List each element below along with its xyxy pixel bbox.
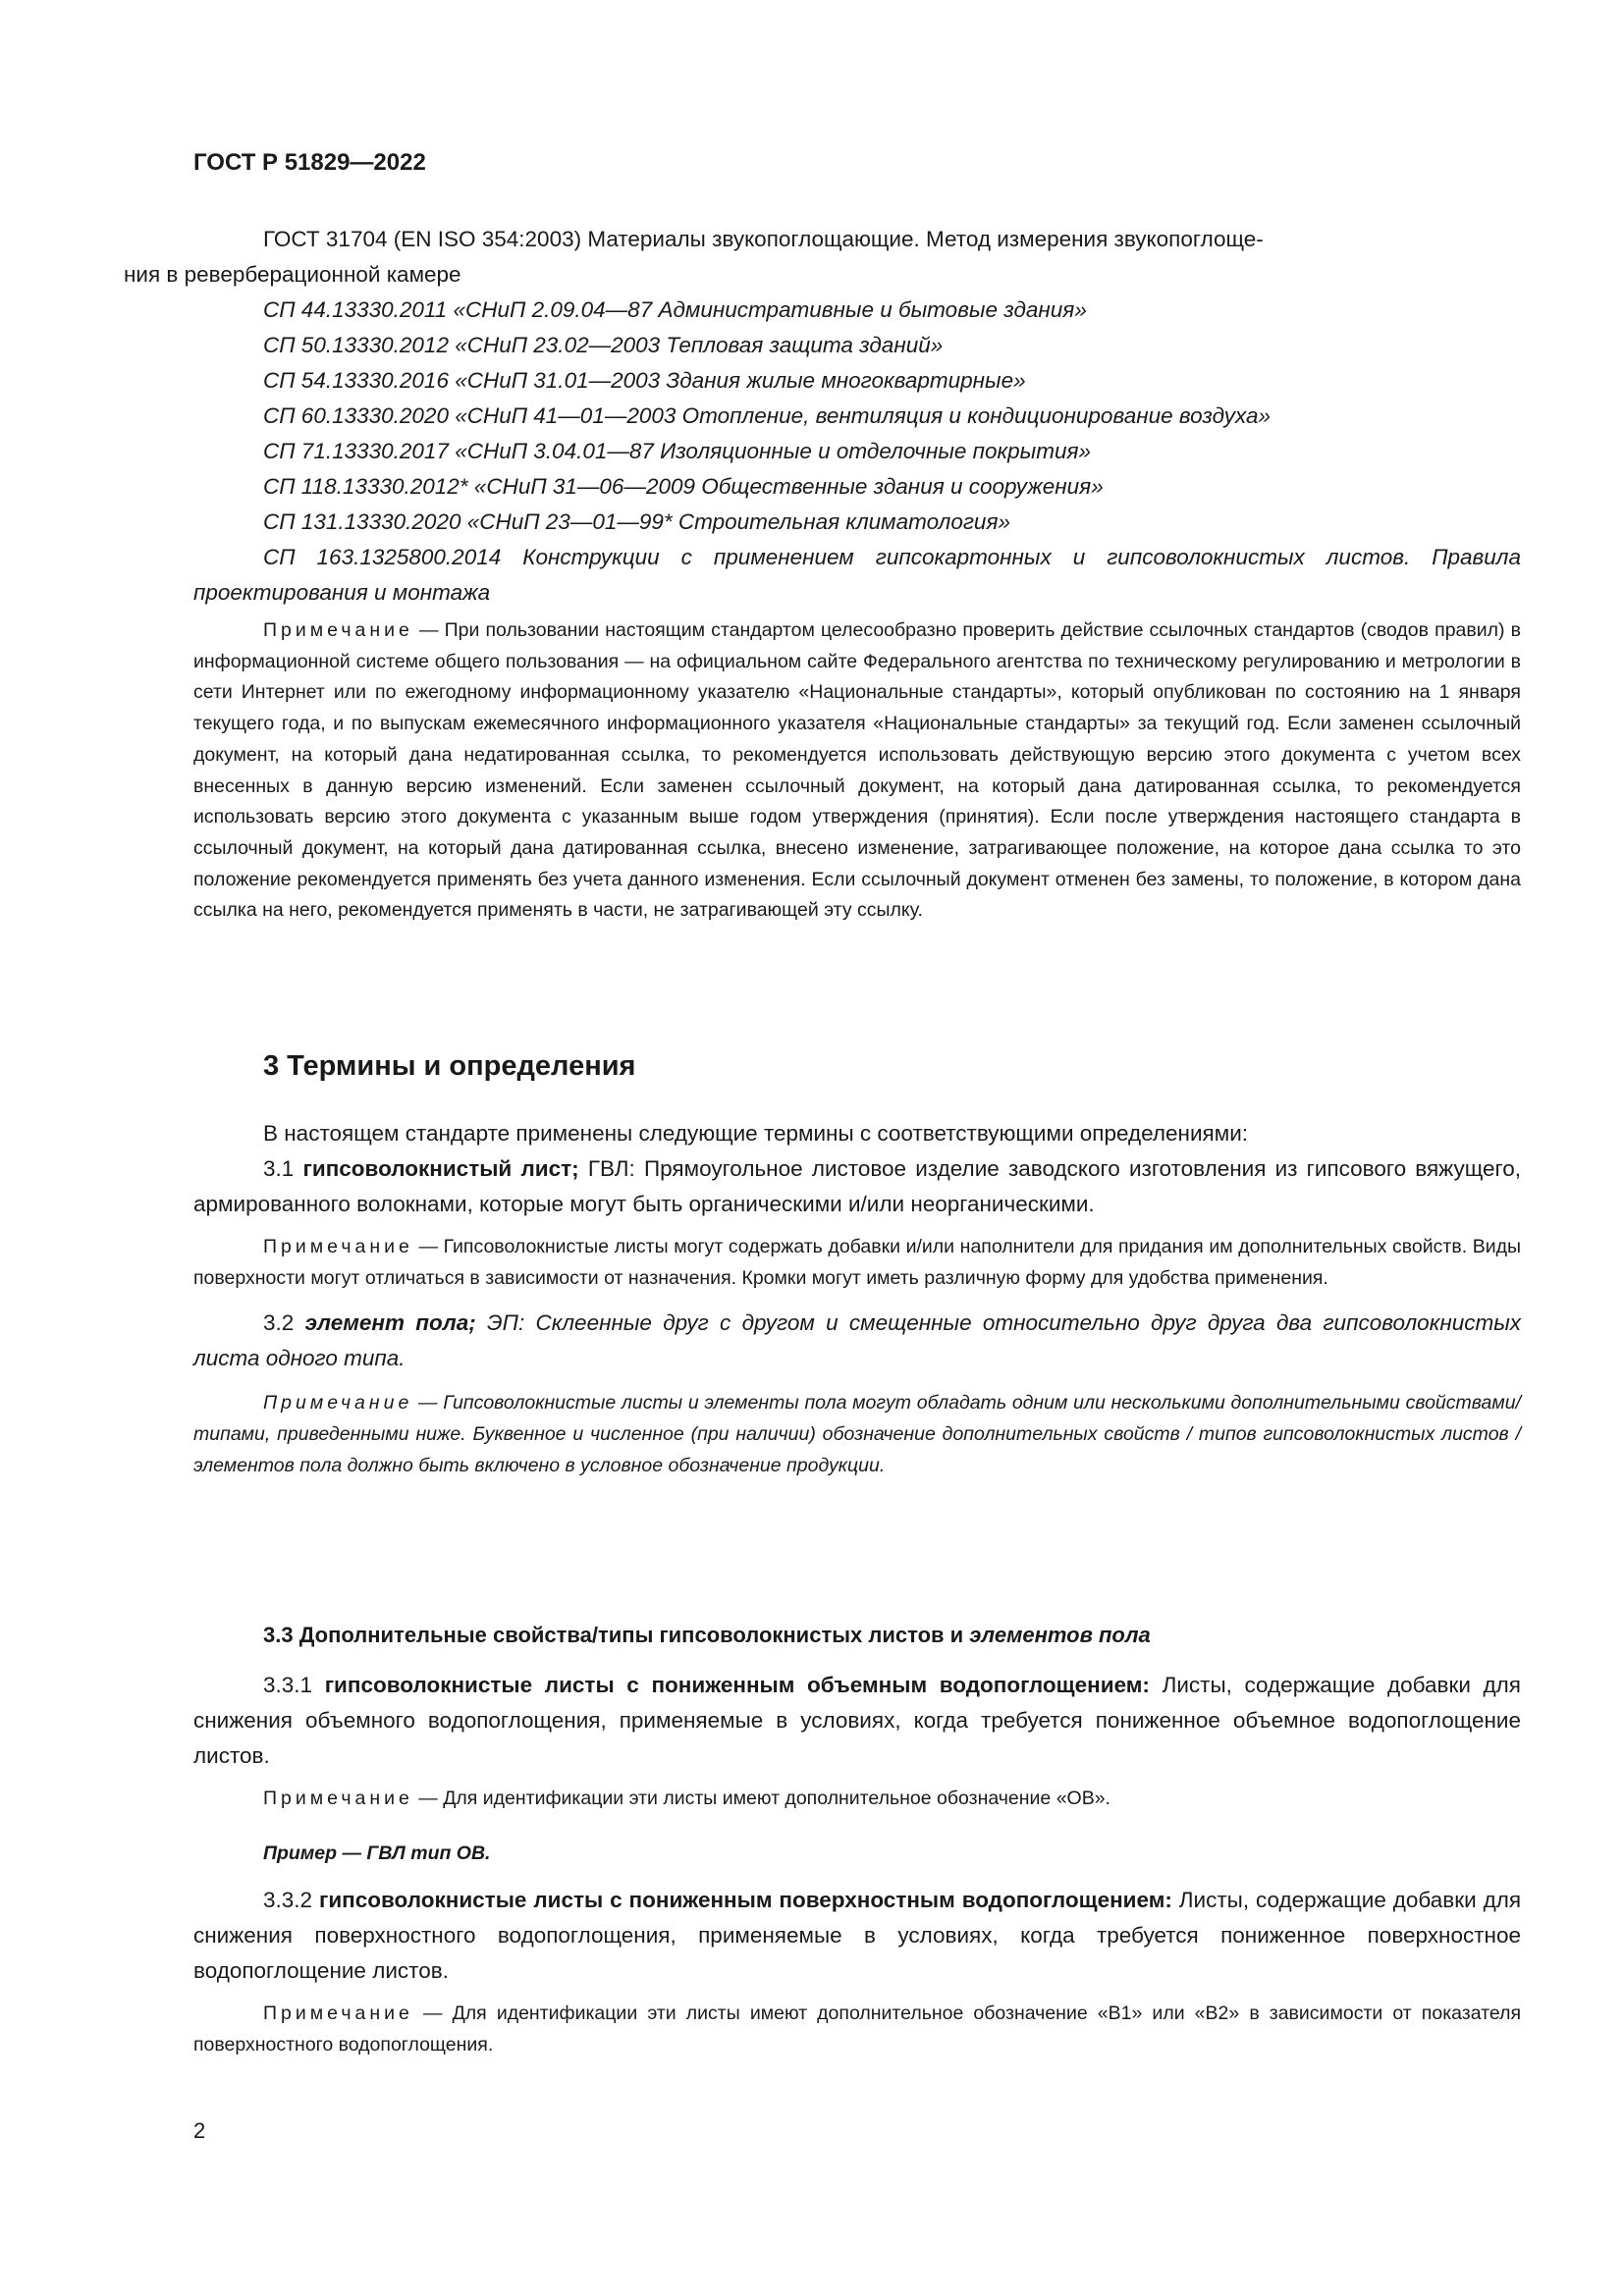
ref-sp163: СП 163.1325800.2014 Конструкции с применением гипсокартонных и гипсоволокнистых листов. Правила проектирования и монтажа — [193, 545, 1521, 605]
term-definition: Листы, содержащие добавки для снижения поверхностного водопоглощения, применяемые в условиях, когда требуется пониженное поверхностное водопоглощение листов. — [193, 1888, 1522, 1984]
term-number: 3.1 — [263, 1156, 303, 1181]
term-3-3-1-note — [193, 1784, 1521, 1815]
term-name: гипсоволокнистые листы с пониженным поверхностным водопоглощением: — [318, 1888, 1172, 1913]
term-number: 3.2 — [263, 1310, 305, 1336]
section-intro: В настоящем стандарте применены следующие термины с соответствующими определениями: — [263, 1121, 1249, 1146]
term-definition: Листы, содержащие добавки для снижения объемного водопоглощения, применяемые в условиях, когда требуется пониженное объемное водопоглощение листов. — [193, 1673, 1521, 1768]
note-label: Примечание — [263, 1236, 413, 1257]
term-definition: ЭП: Склеенные друг с другом и смещенные относительно друг друга два гипсоволокнистых листа одного типа. — [193, 1310, 1522, 1371]
subsection-title-a: 3.3 Дополнительные свойства/типы гипсоволокнистых листов и — [263, 1623, 970, 1647]
note-label: Примечание — [263, 1392, 413, 1415]
term-number: 3.3.1 — [263, 1673, 325, 1697]
ref-sp54: СП 54.13330.2016 «СНиП 31.01—2003 Здания жилые многоквартирные» — [263, 368, 1026, 393]
term-definition: ГВЛ: Прямоугольное листовое изделие заводского изготовления из гипсового вяжущего, армированного волокнами, которые могут быть органическими и/или неорганическими. — [193, 1156, 1521, 1216]
ref-sp118: СП 118.13330.2012* «СНиП 31—06—2009 Общественные здания и сооружения» — [263, 474, 1104, 499]
section-3-body — [193, 1116, 1521, 1482]
term-3-1 — [193, 1151, 1521, 1222]
term-3-1-note — [193, 1232, 1521, 1294]
ref-sp131: СП 131.13330.2020 «СНиП 23—01—99* Строительная климатология» — [263, 509, 1010, 534]
subsection-title — [193, 1623, 1521, 1648]
note-label: Примечание — [263, 1788, 413, 1809]
term-3-3-1 — [193, 1668, 1521, 1774]
ref-sp60: СП 60.13330.2020 «СНиП 41—01—2003 Отопление, вентиляция и кондиционирование воздуха» — [263, 403, 1272, 428]
ref-sp50: СП 50.13330.2012 «СНиП 23.02—2003 Тепловая защита зданий» — [263, 333, 944, 357]
term-3-3-2 — [193, 1883, 1521, 1989]
note-text: — Для идентификации эти листы имеют дополнительное обозначение «В1» или «В2» в зависимости от показателя поверхностного водопоглощения. — [193, 2002, 1522, 2056]
ref-sp71: СП 71.13330.2017 «СНиП 3.04.01—87 Изоляционные и отделочные покрытия» — [263, 439, 1092, 463]
note-label: Примечание — [263, 619, 413, 641]
example: Пример — ГВЛ тип ОВ. — [263, 1842, 491, 1864]
document-header: ГОСТ Р 51829—2022 — [193, 149, 426, 176]
term-3-3-2-note — [193, 1999, 1521, 2060]
term-name: гипсоволокнистый лист; — [302, 1156, 579, 1181]
term-3-2-note — [193, 1388, 1521, 1481]
section-title: 3 Термины и определения — [263, 1050, 636, 1082]
term-name: элемент пола; — [304, 1310, 476, 1336]
term-number: 3.3.2 — [263, 1888, 319, 1913]
subsection-3-3 — [193, 1623, 1521, 2061]
note-text: — Гипсоволокнистые листы могут содержать добавки и/или наполнители для придания им дополнительных свойств. Виды поверхности могут отличаться в зависимости от назначения. Кромки могут иметь различную форму для удобства применения. — [193, 1236, 1521, 1289]
note-text: — Для идентификации эти листы имеют дополнительное обозначение «ОВ». — [418, 1788, 1110, 1809]
normative-references — [124, 222, 1521, 611]
section-3 — [193, 1050, 1521, 1083]
term-name: гипсоволокнистые листы с пониженным объемным водопоглощением: — [324, 1673, 1150, 1697]
ref-sp44: СП 44.13330.2011 «СНиП 2.09.04—87 Административные и бытовые здания» — [263, 297, 1087, 322]
note-label: Примечание — [263, 2002, 413, 2025]
note-text: — Гипсоволокнистые листы и элементы пола могут обладать одним или несколькими дополнительными свойствами/типами, приведенными ниже. Буквенное и численное (при наличии) обозначение дополнительных свойств / типов гипсоволокнистых листов / элементов пола должно быть включено в условное обозначение продукции. — [193, 1392, 1521, 1476]
ref-gost31704 — [124, 222, 1521, 293]
ref-text-cont: ния в реверберационной камере — [124, 262, 461, 287]
term-3-2 — [193, 1306, 1521, 1376]
page-number: 2 — [193, 2118, 206, 2143]
subsection-title-b: элементов пола — [969, 1623, 1151, 1647]
references-note — [193, 615, 1521, 927]
ref-text: ГОСТ 31704 (EN ISO 354:2003) Материалы звукопоглощающие. Метод измерения звукопоглоще- — [263, 227, 1264, 251]
note-text: — При пользовании настоящим стандартом целесообразно проверить действие ссылочных стандартов (сводов правил) в информационной системе общего пользования — на официальном сайте Федерального агентства по техническому регулированию и метрологии в сети Интернет или по ежегодному информационному указателю «Национальные стандарты», который опубликован по состоянию на 1 января текущего года, и по выпускам ежемесячного информационного указателя «Национальные стандарты» за текущий год. Если заменен ссылочный документ, на который дана недатированная ссылка, то рекомендуется использовать действующую версию этого документа с учетом всех внесенных в данную версию изменений. Если заменен ссылочный документ, на который дана датированная ссылка, то рекомендуется использовать версию этого документа с указанным выше годом утверждения (принятия). Если после утверждения настоящего стандарта в ссылочный документ, на который дана датированная ссылка, внесено изменение, затрагивающее положение, на которое дана ссылка то это положение рекомендуется применять без учета данного изменения. Если ссылочный документ отменен без замены, то положение, в котором дана ссылка на него, рекомендуется применять в части, не затрагивающей эту ссылку. — [193, 619, 1521, 922]
